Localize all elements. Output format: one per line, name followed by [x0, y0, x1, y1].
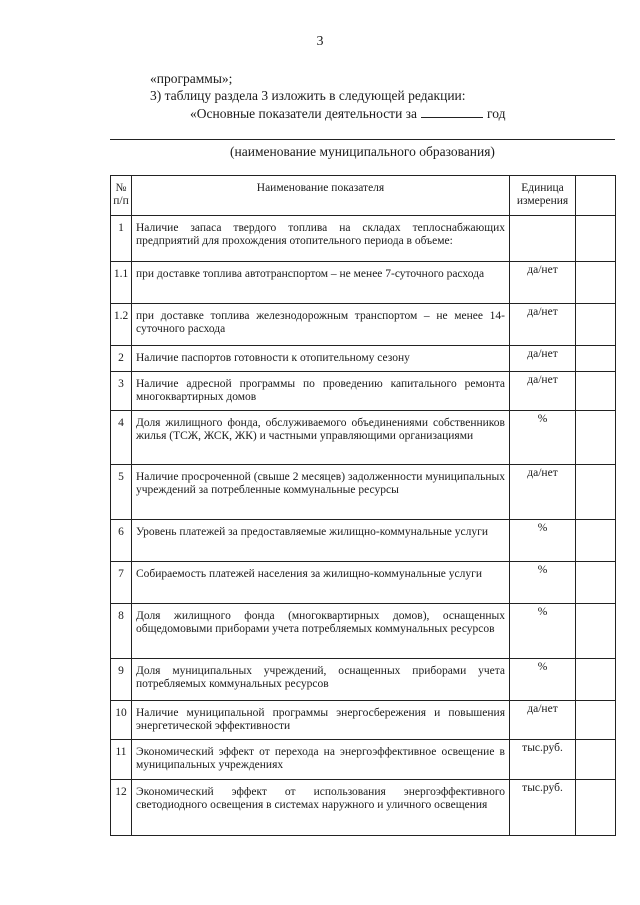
intro-line-2: 3) таблицу раздела 3 изложить в следующей редакции: [150, 88, 466, 103]
indicator-value [576, 304, 616, 346]
table-row [111, 262, 616, 304]
table-row [111, 604, 616, 659]
table-body [111, 216, 616, 836]
table-row [111, 411, 616, 465]
indicator-name: Уровень платежей за предоставляемые жилищно-коммунальные услуги [132, 520, 510, 562]
row-number: 12 [111, 780, 132, 836]
row-number: 1.1 [111, 262, 132, 304]
municipality-name-line [110, 139, 615, 140]
section-title [190, 106, 505, 122]
indicator-name: Экономический эффект от использования энергоэффективного светодиодного освещения в системах наружного и уличного освещения [132, 780, 510, 836]
indicator-name: Доля жилищного фонда, обслуживаемого объединениями собственников жилья (ТСЖ, ЖСК, ЖК) и частными управляющими организациями [132, 411, 510, 465]
table-row [111, 780, 616, 836]
unit-of-measure: % [510, 411, 576, 465]
row-number: 2 [111, 346, 132, 372]
unit-of-measure: % [510, 604, 576, 659]
indicator-value [576, 346, 616, 372]
section-title-before: «Основные показатели деятельности за [190, 106, 418, 121]
row-number: 3 [111, 372, 132, 411]
intro-text [150, 70, 466, 104]
indicator-value [576, 465, 616, 520]
indicator-name: Наличие адресной программы по проведению капитального ремонта многоквартирных домов [132, 372, 510, 411]
indicator-value [576, 604, 616, 659]
indicator-name: Собираемость платежей населения за жилищно-коммунальные услуги [132, 562, 510, 604]
unit-of-measure: % [510, 659, 576, 701]
indicator-value [576, 216, 616, 262]
row-number: 8 [111, 604, 132, 659]
row-number: 11 [111, 740, 132, 780]
indicators-table [110, 175, 616, 836]
row-number: 5 [111, 465, 132, 520]
unit-of-measure: да/нет [510, 465, 576, 520]
indicator-value [576, 411, 616, 465]
indicator-value [576, 740, 616, 780]
table-row [111, 520, 616, 562]
unit-of-measure: да/нет [510, 262, 576, 304]
table-row [111, 659, 616, 701]
header-num: № п/п [111, 176, 132, 216]
indicator-name: Доля жилищного фонда (многоквартирных домов), оснащенных общедомовыми приборами учета потребляемых коммунальных ресурсов [132, 604, 510, 659]
indicator-name: при доставке топлива железнодорожным транспортом – не менее 14-суточного расхода [132, 304, 510, 346]
row-number: 9 [111, 659, 132, 701]
municipality-caption: (наименование муниципального образования) [230, 144, 495, 159]
row-number: 1.2 [111, 304, 132, 346]
unit-of-measure: % [510, 562, 576, 604]
row-number: 6 [111, 520, 132, 562]
unit-of-measure: тыс.руб. [510, 740, 576, 780]
table-header-row [111, 176, 616, 216]
year-blank-line [421, 106, 483, 118]
unit-of-measure [510, 216, 576, 262]
table-row [111, 216, 616, 262]
header-name: Наименование показателя [132, 176, 510, 216]
indicator-value [576, 780, 616, 836]
indicator-name: при доставке топлива автотранспортом – не менее 7-суточного расхода [132, 262, 510, 304]
table-row [111, 465, 616, 520]
unit-of-measure: % [510, 520, 576, 562]
table-row [111, 372, 616, 411]
section-title-after: год [487, 106, 506, 121]
indicator-value [576, 520, 616, 562]
indicator-value [576, 562, 616, 604]
indicator-name: Наличие запаса твердого топлива на складах теплоснабжающих предприятий для прохождения отопительного периода в объеме: [132, 216, 510, 262]
header-value [576, 176, 616, 216]
unit-of-measure: да/нет [510, 304, 576, 346]
table-row [111, 701, 616, 740]
indicator-value [576, 372, 616, 411]
table-row [111, 346, 616, 372]
row-number: 10 [111, 701, 132, 740]
indicator-name: Наличие муниципальной программы энергосбережения и повышения энергетической эффективности [132, 701, 510, 740]
indicator-name: Доля муниципальных учреждений, оснащенных приборами учета потребляемых коммунальных ресурсов [132, 659, 510, 701]
indicator-value [576, 262, 616, 304]
unit-of-measure: да/нет [510, 701, 576, 740]
unit-of-measure: тыс.руб. [510, 780, 576, 836]
page-number: 3 [316, 34, 324, 49]
indicator-name: Наличие паспортов готовности к отопительному сезону [132, 346, 510, 372]
header-unit: Единица измерения [510, 176, 576, 216]
table-row [111, 740, 616, 780]
row-number: 1 [111, 216, 132, 262]
table-row [111, 562, 616, 604]
table-row [111, 304, 616, 346]
row-number: 4 [111, 411, 132, 465]
indicator-value [576, 659, 616, 701]
indicator-name: Наличие просроченной (свыше 2 месяцев) задолженности муниципальных учреждений за потребленные коммунальные ресурсы [132, 465, 510, 520]
unit-of-measure: да/нет [510, 372, 576, 411]
indicator-value [576, 701, 616, 740]
indicator-name: Экономический эффект от перехода на энергоэффективное освещение в муниципальных учреждениях [132, 740, 510, 780]
row-number: 7 [111, 562, 132, 604]
intro-line-1: «программы»; [150, 71, 233, 86]
unit-of-measure: да/нет [510, 346, 576, 372]
